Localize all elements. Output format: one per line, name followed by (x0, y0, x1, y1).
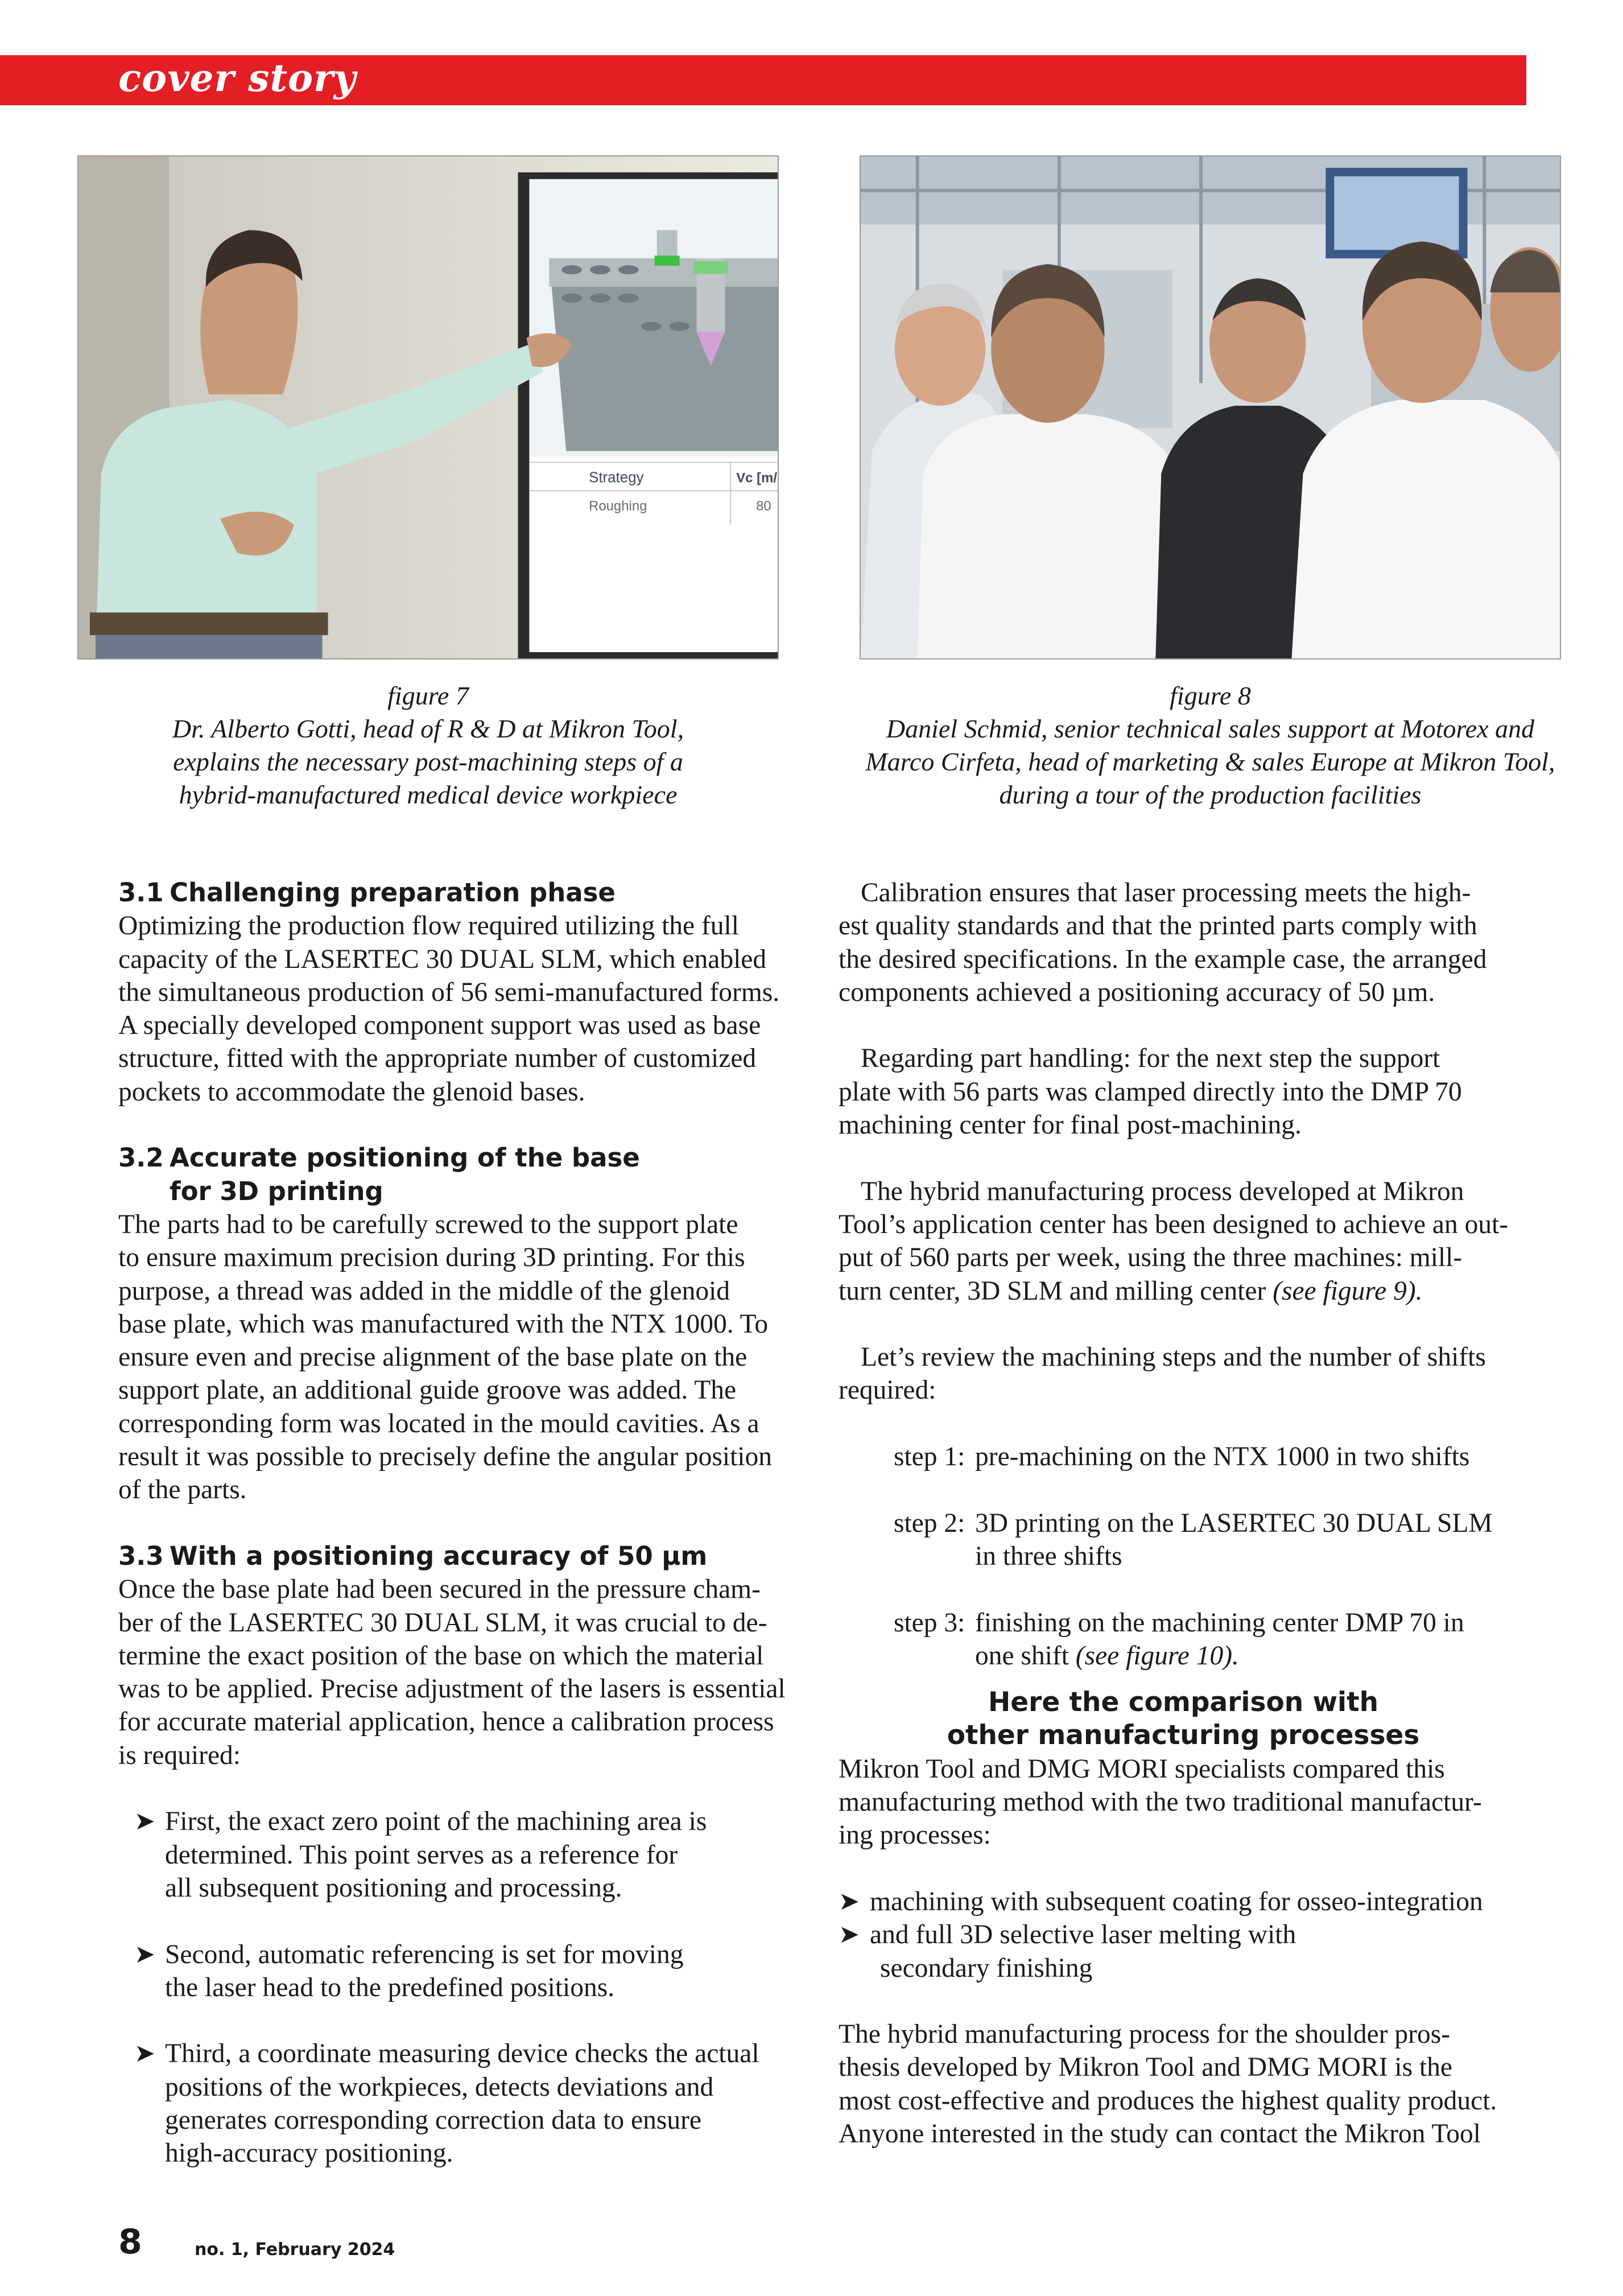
step-label: step 2: (894, 1508, 965, 1538)
screen-table-header-strategy: Strategy (589, 469, 644, 486)
body-line: put of 560 parts per week, using the three machines: mill- (839, 1243, 1463, 1273)
screen-table-cell-value: 80 (756, 498, 771, 514)
body-line: thesis developed by Mikron Tool and DMG MORI is the (839, 2052, 1452, 2083)
issue-label: no. 1, February 2024 (195, 2240, 395, 2260)
body-line: to ensure maximum precision during 3D printing. For this (118, 1243, 745, 1273)
body-line: most cost-effective and produces the highest quality product. (839, 2085, 1497, 2116)
screen-table-cell-roughing: Roughing (589, 498, 647, 514)
bullet-item: ➤ Second, automatic referencing is set for moving the laser head to the predefined positions. (118, 1938, 803, 2005)
step-label: step 1: (894, 1442, 965, 1472)
body-line: base plate, which was manufactured with the NTX 1000. To (118, 1309, 769, 1339)
bullet-item: ➤ and full 3D selective laser melting with secondary finishing (839, 1918, 1528, 1985)
figure-reference: (see figure 10). (1075, 1640, 1239, 1671)
body-line: purpose, a thread was added in the middle of the glenoid (118, 1276, 730, 1306)
right-column (839, 876, 1528, 2150)
body-line: Anyone interested in the study can contact the Mikron Tool (839, 2118, 1481, 2149)
body-line: The hybrid manufacturing process developed at Mikron (861, 1176, 1464, 1206)
figure8-label: figure 8 (1170, 681, 1251, 710)
section-3-3-heading: 3.3 With a positioning accuracy of 50 µm (118, 1540, 708, 1571)
body-line: was to be applied. Precise adjustment of the lasers is essential (118, 1674, 786, 1704)
section-title: cover story (118, 56, 357, 100)
arrow-bullet-icon: ➤ (134, 1807, 155, 1836)
body-line: required: (839, 1375, 936, 1405)
figure8-caption-line: Daniel Schmid, senior technical sales support at Motorex and (886, 714, 1535, 743)
body-line: pockets to accommodate the glenoid bases. (118, 1077, 585, 1107)
body-line: ber of the LASERTEC 30 DUAL SLM, it was crucial to de- (118, 1607, 767, 1638)
body-line: of the parts. (118, 1475, 247, 1505)
body-line: est quality standards and that the printed parts comply with (839, 911, 1477, 941)
step-item: step 2: 3D printing on the LASERTEC 30 DUAL SLM in three shifts (839, 1507, 1528, 1573)
figure7-caption-line: explains the necessary post-machining steps of a (173, 747, 683, 776)
body-line: Once the base plate had been secured in the pressure cham- (118, 1574, 761, 1605)
body-line: machining center for final post-machining. (839, 1110, 1302, 1140)
body-line: the simultaneous production of 56 semi-manufactured forms. (118, 977, 780, 1007)
step-label: step 3: (894, 1607, 965, 1638)
body-line: Let’s review the machining steps and the number of shifts (861, 1342, 1486, 1372)
arrow-bullet-icon: ➤ (134, 2039, 155, 2068)
body-line: Calibration ensures that laser processing meets the high- (861, 878, 1471, 908)
bullet-item: ➤ Third, a coordinate measuring device checks the actual positions of the workpieces, detects deviations and generates corresponding correction data to ensure high-accuracy positioning. (118, 2037, 803, 2170)
body-line: ensure even and precise alignment of the base plate on the (118, 1342, 748, 1372)
body-line: The hybrid manufacturing process for the shoulder pros- (839, 2019, 1451, 2050)
body-line: corresponding form was located in the mould cavities. As a (118, 1408, 759, 1438)
arrow-bullet-icon: ➤ (839, 1920, 860, 1949)
body-line: structure, fitted with the appropriate number of customized (118, 1044, 757, 1074)
figure8-caption (860, 679, 1561, 811)
figure7-caption-line: hybrid-manufactured medical device workpiece (179, 780, 678, 809)
screen-table-header-vc: Vc [m/ (736, 470, 777, 486)
body-line: for accurate material application, hence a calibration process (118, 1707, 774, 1737)
section-3-1-heading: 3.1 Challenging preparation phase (118, 877, 616, 908)
comparison-heading: Here the comparison with other manufacturing processes (947, 1687, 1420, 1751)
bullet-item: ➤ First, the exact zero point of the machining area is determined. This point serves as a reference for all subsequent positioning and processing. (118, 1805, 803, 1905)
arrow-bullet-icon: ➤ (134, 1940, 155, 1968)
body-line: manufacturing method with the two traditional manufactur- (839, 1787, 1482, 1817)
body-line: ing processes: (839, 1820, 991, 1850)
body-line: A specially developed component support was used as base (118, 1011, 761, 1041)
body-line: Tool’s application center has been designed to achieve an out- (839, 1209, 1509, 1239)
body-line: The parts had to be carefully screwed to the support plate (118, 1209, 738, 1239)
section-3-2-heading-cont: for 3D printing (170, 1176, 383, 1206)
left-column (118, 876, 803, 2170)
body-line: termine the exact position of the base on which the material (118, 1640, 764, 1671)
figure7-photo (77, 155, 779, 659)
body-line: the desired specifications. In the example case, the arranged (839, 944, 1487, 974)
body-line: is required: (118, 1740, 241, 1770)
body-line: Regarding part handling: for the next step the support (861, 1044, 1440, 1074)
page-number: 8 (118, 2222, 142, 2262)
arrow-bullet-icon: ➤ (839, 1887, 860, 1915)
step-item: step 3: finishing on the machining center DMP 70 in one shift (see figure 10). (839, 1606, 1528, 1673)
figure-reference: (see figure 9). (1273, 1276, 1423, 1306)
bullet-item: ➤ machining with subsequent coating for osseo-integration (839, 1885, 1528, 1918)
figure8-caption-line: during a tour of the production facilities (999, 780, 1422, 809)
figure7-caption (77, 679, 779, 811)
body-line: Mikron Tool and DMG MORI specialists compared this (839, 1754, 1445, 1784)
section-3-2-heading: 3.2 Accurate positioning of the base (118, 1143, 640, 1173)
body-line: result it was possible to precisely define the angular position (118, 1442, 772, 1472)
body-line: plate with 56 parts was clamped directly into the DMP 70 (839, 1077, 1462, 1107)
figure7-caption-line: Dr. Alberto Gotti, head of R & D at Mikron Tool, (172, 714, 684, 743)
figure8-photo (860, 155, 1561, 659)
figure8-caption-line: Marco Cirfeta, head of marketing & sales Europe at Mikron Tool, (865, 747, 1555, 776)
body-line: support plate, an additional guide groove was added. The (118, 1375, 737, 1405)
step-item: step 1: pre-machining on the NTX 1000 in two shifts (839, 1440, 1528, 1473)
body-line: Optimizing the production flow required utilizing the full (118, 911, 739, 941)
body-line: capacity of the LASERTEC 30 DUAL SLM, which enabled (118, 944, 767, 974)
figure7-label: figure 7 (387, 681, 469, 710)
body-line: turn center, 3D SLM and milling center (see figure 9). (839, 1276, 1423, 1306)
body-line: components achieved a positioning accuracy of 50 µm. (839, 977, 1435, 1007)
